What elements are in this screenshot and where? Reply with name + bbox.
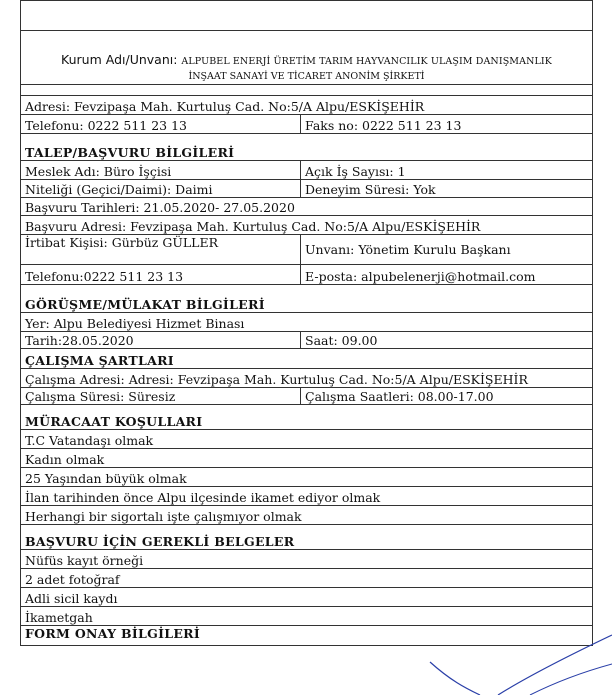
working-address: Çalışma Adresi: Adresi: Fevzipaşa Mah. Kurtuluş Cad. No:5/A Alpu/ESKİŞEHİR [21,369,593,388]
application-address: Başvuru Adresi: Fevzipaşa Mah. Kurtuluş Cad. No:5/A Alpu/ESKİŞEHİR [21,216,593,235]
form-table [20,0,593,646]
institution-row [21,31,593,85]
experience-field: Deneyim Süresi: Yok [301,180,593,198]
institution-name-line1: ALPUBEL ENERJİ ÜRETİM TARIM HAYVANCILIK ULAŞIM DANIŞMANLIK [181,56,552,67]
requirement-item: Herhangi bir sigortalı işte çalışmıyor olmak [21,506,593,525]
application-email: E-posta: alpubelenerji@hotmail.com [301,265,593,285]
spacer-row [21,85,593,96]
working-duration: Çalışma Süresi: Süresiz [21,388,301,405]
institution-label: Kurum Adı/Unvanı: [61,52,178,67]
interview-date: Tarih:28.05.2020 [21,332,301,349]
document-item: 2 adet fotoğraf [21,569,593,588]
interview-heading: GÖRÜŞME/MÜLAKAT BİLGİLERİ [21,285,593,313]
requirement-item: T.C Vatandaşı olmak [21,430,593,449]
application-dates: Başvuru Tarihleri: 21.05.2020- 27.05.2020 [21,198,593,216]
interview-time: Saat: 09.00 [301,332,593,349]
document-item: Nüfüs kayıt örneği [21,550,593,569]
institution-name-line2: İNŞAAT SANAYİ VE TİCARET ANONİM ŞİRKETİ [188,71,425,82]
blank-top-row [21,1,593,31]
interview-place: Yer: Alpu Belediyesi Hizmet Binası [21,313,593,332]
open-jobs-field: Açık İş Sayısı: 1 [301,161,593,180]
document-item: Adli sicil kaydı [21,588,593,607]
working-conditions-heading: ÇALIŞMA ŞARTLARI [21,349,593,369]
contact-person: İrtibat Kişisi: Gürbüz GÜLLER [21,235,301,265]
application-phone: Telefonu:0222 511 23 13 [21,265,301,285]
requirement-item: Kadın olmak [21,449,593,468]
institution-cell [21,31,593,85]
contact-title: Unvanı: Yönetim Kurulu Başkanı [301,235,593,265]
profession-field: Meslek Adı: Büro İşçisi [21,161,301,180]
working-hours: Çalışma Saatleri: 08.00-17.00 [301,388,593,405]
requirements-heading: MÜRACAAT KOŞULLARI [21,405,593,430]
company-address: Adresi: Fevzipaşa Mah. Kurtuluş Cad. No:5/A Alpu/ESKİŞEHİR [21,96,593,115]
company-fax: Faks no: 0222 511 23 13 [301,115,593,134]
requirement-item: 25 Yaşından büyük olmak [21,468,593,487]
company-phone: Telefonu: 0222 511 23 13 [21,115,301,134]
approval-heading: FORM ONAY BİLGİLERİ [21,626,593,646]
document-item: İkametgah [21,607,593,626]
requirement-item: İlan tarihinden önce Alpu ilçesinde ikamet ediyor olmak [21,487,593,506]
application-heading: TALEP/BAŞVURU BİLGİLERİ [21,134,593,161]
documents-heading: BAŞVURU İÇİN GEREKLİ BELGELER [21,525,593,550]
nature-field: Niteliği (Geçici/Daimi): Daimi [21,180,301,198]
